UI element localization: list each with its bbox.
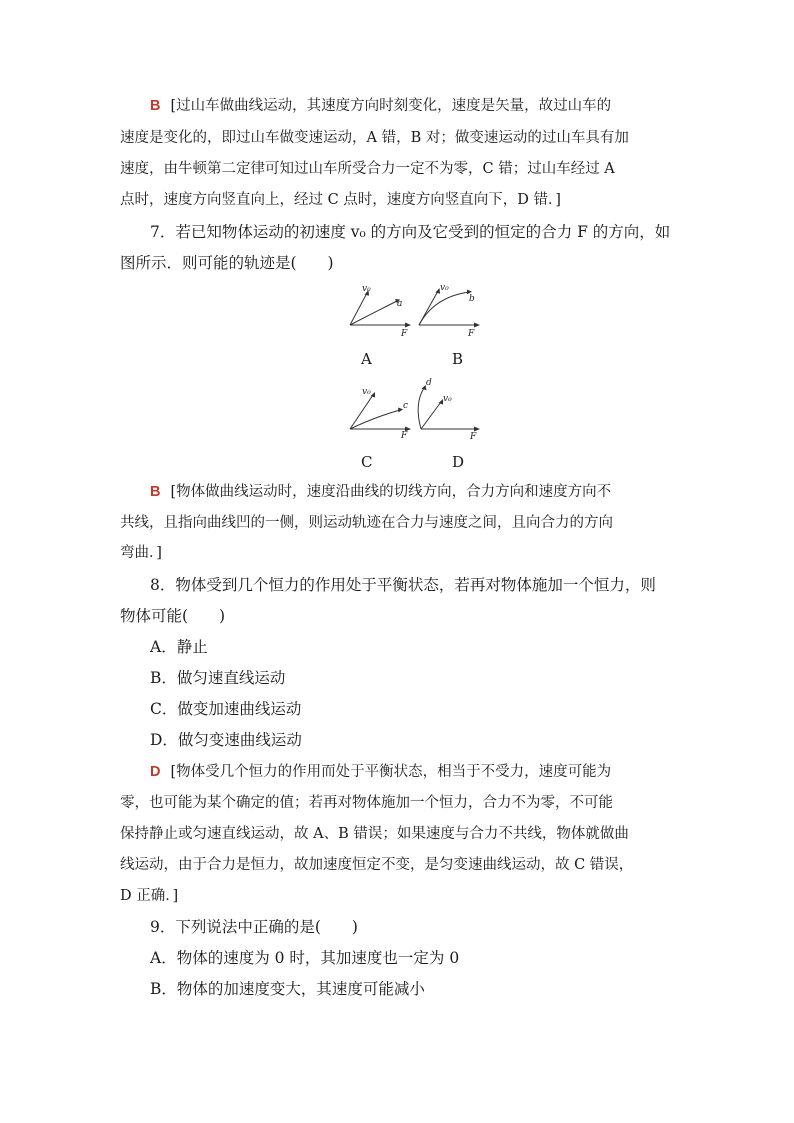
figure-b-curve-label: b xyxy=(469,294,475,304)
answer6-line-2: 速度是变化的，即过山车做变速运动，A 错，B 对；做变速运动的过山车具有加 xyxy=(120,130,629,146)
question8-option-d: D．做匀变速曲线运动 xyxy=(150,731,302,749)
figure-c-f-label: F xyxy=(401,431,408,441)
figure-d-f-label: F xyxy=(470,432,477,442)
figure-c-curve-label: c xyxy=(403,401,409,411)
answer8-text: [物体受几个恒力的作用而处于平衡状态，相当于不受力，速度可能为 xyxy=(170,764,612,780)
question7-line-1: 7．若已知物体运动的初速度 v₀ 的方向及它受到的恒定的合力 F 的方向，如 xyxy=(150,223,671,241)
question9-line-1: 9．下列说法中正确的是( ) xyxy=(150,918,358,936)
figure-a-label: A xyxy=(361,350,372,368)
answer7-line-3: 弯曲．] xyxy=(120,545,162,561)
figure-a-diagram xyxy=(345,283,415,338)
answer8-line-4: 线运动，由于合力是恒力，故加速度恒定不变，是匀变速曲线运动，故 C 错误， xyxy=(120,857,634,873)
answer8-line-1 xyxy=(150,762,710,782)
figure-c-label: C xyxy=(361,453,373,471)
question8-option-c: C．做变加速曲线运动 xyxy=(150,700,302,718)
answer8-line-3: 保持静止或匀速直线运动，故 A、B 错误；如果速度与合力不共线，物体就做曲 xyxy=(120,826,629,842)
figure-b-label: B xyxy=(452,350,464,368)
answer6-line-1 xyxy=(150,96,710,116)
figure-a-curve-label: a xyxy=(397,299,403,309)
question8-line-2: 物体可能( ) xyxy=(120,607,226,625)
answer7-text: [物体做曲线运动时，速度沿曲线的切线方向，合力方向和速度方向不 xyxy=(170,484,612,500)
question8-line-1: 8．物体受到几个恒力的作用处于平衡状态，若再对物体施加一个恒力，则 xyxy=(150,576,656,594)
figure-d-diagram xyxy=(416,376,486,442)
answer8-line-5: D 正确．] xyxy=(120,888,179,904)
question7-line-2: 图所示．则可能的轨迹是( ) xyxy=(120,254,334,272)
answer7-letter: B xyxy=(150,484,161,500)
figure-d-label: D xyxy=(452,453,465,471)
figure-b-f-label: F xyxy=(468,329,475,339)
answer6-text: [过山车做曲线运动，其速度方向时刻变化，速度是矢量，故过山车的 xyxy=(170,98,612,114)
answer8-line-2: 零，也可能为某个确定的值；若再对物体施加一个恒力，合力不为零，不可能 xyxy=(120,795,613,811)
figure-a-f-label: F xyxy=(401,329,408,339)
figure-b-v0-label: v₀ xyxy=(440,283,449,293)
question9-option-b: B．物体的加速度变大，其速度可能减小 xyxy=(150,980,425,998)
figure-c-diagram xyxy=(345,382,415,442)
figure-c-v0-label: v₀ xyxy=(362,387,371,397)
answer6-line-3: 速度，由牛顿第二定律可知过山车所受合力一定不为零，C 错；过山车经过 A xyxy=(120,161,615,177)
question8-option-b: B．做匀速直线运动 xyxy=(150,669,286,687)
figure-b-diagram xyxy=(414,283,484,338)
answer7-line-1 xyxy=(150,482,710,502)
answer6-line-4: 点时，速度方向竖直向上，经过 C 点时，速度方向竖直向下，D 错．] xyxy=(120,192,561,208)
answer8-letter: D xyxy=(150,764,161,780)
question8-option-a: A．静止 xyxy=(150,638,208,656)
figure-d-curve-label: d xyxy=(426,378,432,388)
question9-option-a: A．物体的速度为 0 时，其加速度也一定为 0 xyxy=(150,949,460,967)
answer6-letter: B xyxy=(150,98,161,114)
figure-d-v0-label: v₀ xyxy=(443,394,452,404)
answer7-line-2: 共线，且指向曲线凹的一侧，则运动轨迹在合力与速度之间，且向合力的方向 xyxy=(120,515,613,531)
figure-a-v0-label: v₀ xyxy=(362,284,371,294)
